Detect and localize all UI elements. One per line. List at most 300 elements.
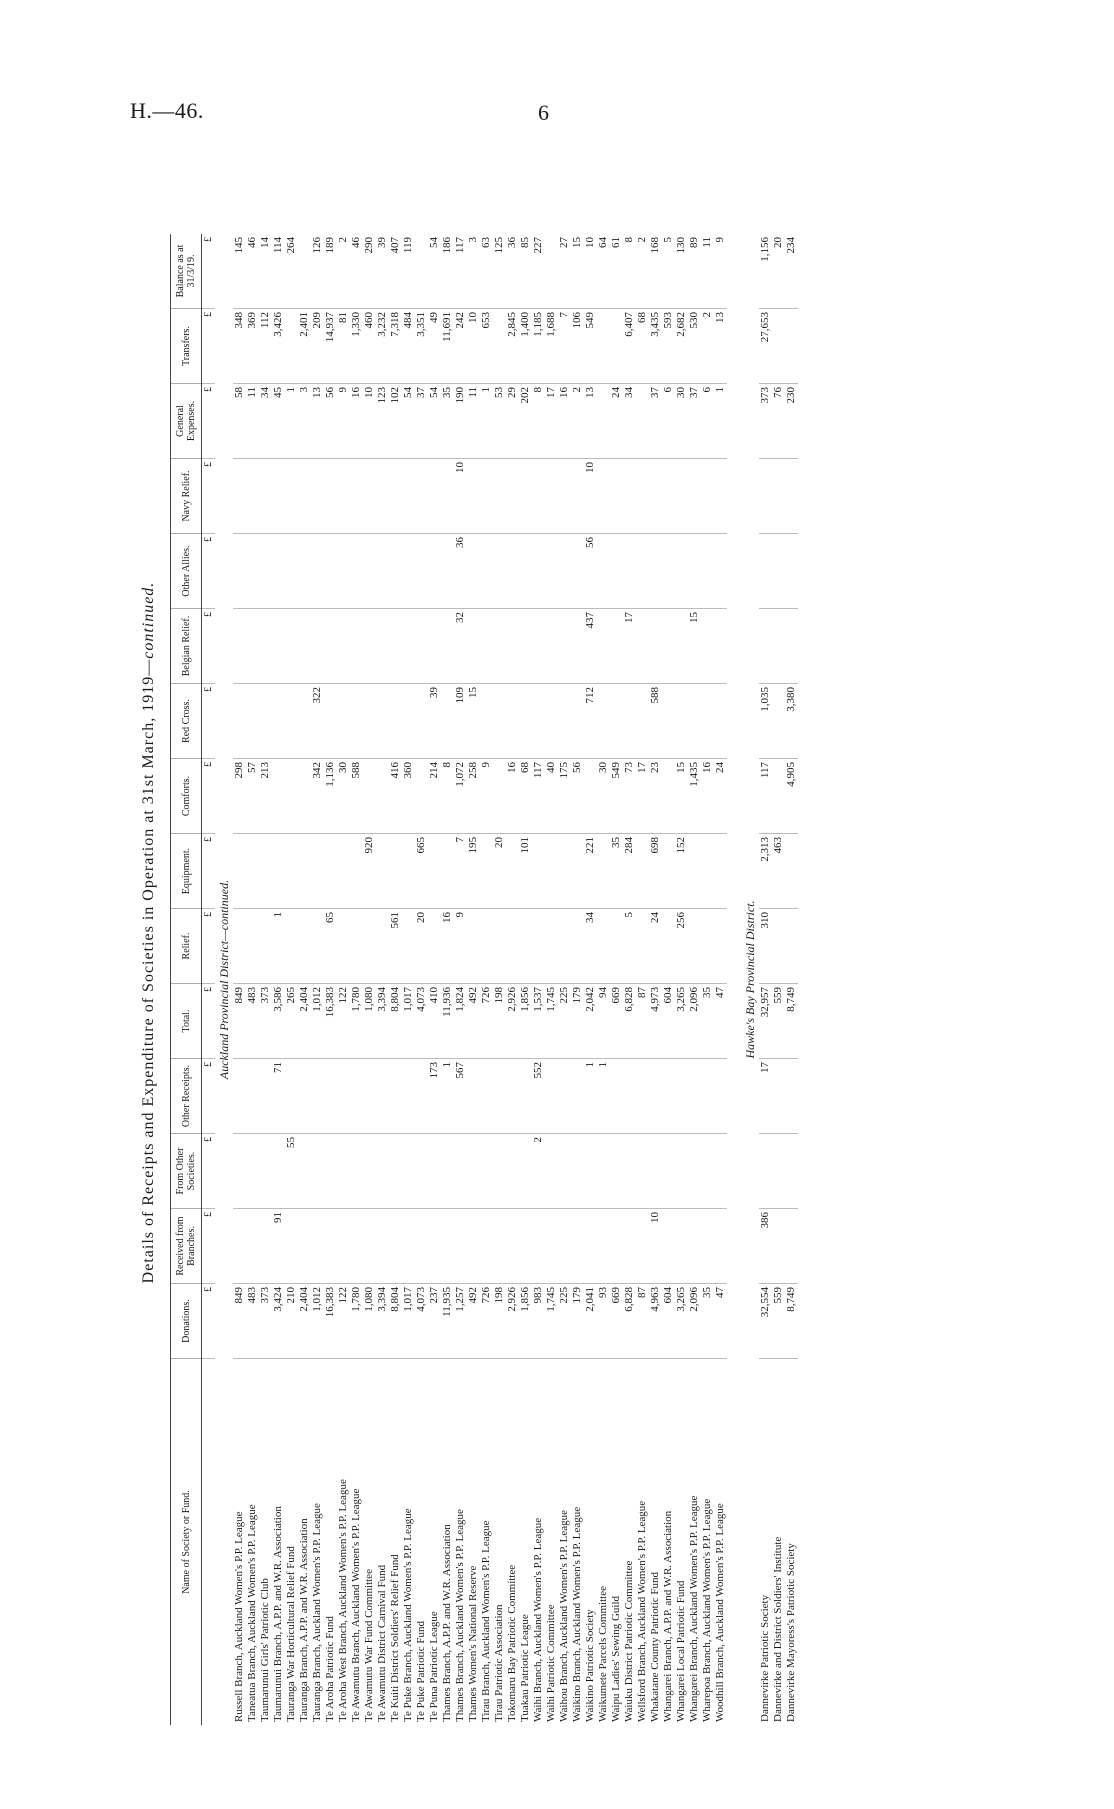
amount-cell <box>623 1059 636 1134</box>
society-name: Te Awamutu War Fund Committee <box>363 1569 375 1722</box>
table-row <box>772 234 785 1725</box>
amount-cell: 492 <box>467 984 480 1059</box>
amount-cell: 416 <box>389 759 402 834</box>
amount-cell: 726 <box>480 984 493 1059</box>
amount-cell <box>467 1134 480 1209</box>
amount-cell <box>772 459 785 534</box>
amount-cell: 11,691 <box>441 309 454 384</box>
amount-cell <box>415 234 428 309</box>
amount-cell <box>701 1059 714 1134</box>
amount-cell: 1,012 <box>311 1284 324 1359</box>
receipts-expenditure-table <box>170 234 798 1725</box>
society-name: Tauranga Branch, Auckland Women's P.P. League <box>311 1503 323 1722</box>
amount-cell <box>649 1134 662 1209</box>
amount-cell <box>402 684 415 759</box>
amount-cell: 34 <box>259 384 272 459</box>
amount-cell: 186 <box>441 234 454 309</box>
society-name: Waihou Branch, Auckland Women's P.P. League <box>558 1509 570 1722</box>
amount-cell <box>363 1059 376 1134</box>
amount-cell <box>506 609 519 684</box>
amount-cell: 32,957 <box>759 984 772 1059</box>
amount-cell <box>311 609 324 684</box>
unit-cell: £ <box>202 1284 216 1359</box>
unit-cell: £ <box>202 759 216 834</box>
amount-cell <box>558 1134 571 1209</box>
amount-cell <box>714 1209 727 1284</box>
amount-cell: 1,156 <box>759 234 772 309</box>
amount-cell <box>688 684 701 759</box>
amount-cell: 15 <box>571 234 584 309</box>
amount-cell <box>519 459 532 534</box>
table-row <box>428 234 441 1725</box>
amount-cell: 17 <box>545 384 558 459</box>
amount-cell <box>688 909 701 984</box>
amount-cell: 27,653 <box>759 309 772 384</box>
amount-cell <box>233 1209 246 1284</box>
column-header: Balance as at 31/3/19. <box>171 234 202 309</box>
amount-cell <box>714 909 727 984</box>
amount-cell <box>298 759 311 834</box>
society-name: Thames Branch, Auckland Women's P.P. League <box>454 1509 466 1722</box>
amount-cell: 225 <box>558 984 571 1059</box>
amount-cell <box>571 609 584 684</box>
amount-cell <box>389 534 402 609</box>
column-header: Received from Branches. <box>171 1209 202 1284</box>
amount-cell: 17 <box>759 1059 772 1134</box>
amount-cell <box>785 1059 798 1134</box>
amount-cell <box>519 1134 532 1209</box>
amount-cell <box>324 459 337 534</box>
amount-cell <box>701 1209 714 1284</box>
amount-cell <box>532 684 545 759</box>
amount-cell <box>246 459 259 534</box>
society-name: Taneatua Branch, Auckland Women's P.P. League <box>246 1504 258 1722</box>
amount-cell: 8,804 <box>389 984 402 1059</box>
page-number: 6 <box>538 100 549 125</box>
table-head <box>171 234 202 1725</box>
amount-cell <box>324 834 337 909</box>
amount-cell: 221 <box>584 834 597 909</box>
amount-cell <box>714 1134 727 1209</box>
society-name: Taumarunui Branch, A.P.P. and W.R. Association <box>272 1506 284 1722</box>
amount-cell <box>246 1134 259 1209</box>
amount-cell: 30 <box>337 759 350 834</box>
amount-cell <box>311 1059 324 1134</box>
amount-cell: 46 <box>350 234 363 309</box>
amount-cell <box>272 684 285 759</box>
society-name: Whangarei Local Patriotic Fund <box>675 1580 687 1722</box>
amount-cell <box>714 684 727 759</box>
amount-cell <box>337 1134 350 1209</box>
amount-cell <box>376 1134 389 1209</box>
amount-cell <box>506 834 519 909</box>
unit-cell: £ <box>202 684 216 759</box>
society-name: Waihi Branch, Auckland Women's P.P. League <box>532 1517 544 1722</box>
amount-cell <box>701 609 714 684</box>
amount-cell <box>376 459 389 534</box>
table-row <box>233 234 246 1725</box>
amount-cell <box>415 1209 428 1284</box>
amount-cell: 849 <box>233 1284 246 1359</box>
amount-cell: 6,828 <box>623 984 636 1059</box>
table-row <box>415 234 428 1725</box>
amount-cell <box>441 1209 454 1284</box>
amount-cell: 214 <box>428 759 441 834</box>
amount-cell <box>298 834 311 909</box>
amount-cell: 1,017 <box>402 1284 415 1359</box>
amount-cell: 3,426 <box>272 309 285 384</box>
amount-cell <box>688 1209 701 1284</box>
unit-cell: £ <box>202 384 216 459</box>
society-name: Te Kuiti District Soldiers' Relief Fund <box>389 1554 401 1722</box>
amount-cell <box>363 609 376 684</box>
amount-cell: 10 <box>584 459 597 534</box>
amount-cell <box>350 1134 363 1209</box>
society-name: Te Aroha Patriotic Fund <box>324 1616 336 1722</box>
unit-blank <box>202 1359 216 1726</box>
amount-cell: 24 <box>649 909 662 984</box>
amount-cell: 290 <box>363 234 376 309</box>
table-row <box>675 234 688 1725</box>
table-row <box>493 234 506 1725</box>
amount-cell: 11 <box>701 234 714 309</box>
amount-cell: 407 <box>389 234 402 309</box>
amount-cell <box>272 834 285 909</box>
amount-cell <box>662 1209 675 1284</box>
amount-cell: 10 <box>584 234 597 309</box>
table-row <box>610 234 623 1725</box>
amount-cell: 68 <box>636 309 649 384</box>
amount-cell <box>402 459 415 534</box>
amount-cell: 35 <box>701 1284 714 1359</box>
amount-cell <box>772 684 785 759</box>
amount-cell: 2 <box>337 234 350 309</box>
amount-cell: 373 <box>759 384 772 459</box>
amount-cell <box>636 834 649 909</box>
amount-cell: 5 <box>662 234 675 309</box>
amount-cell <box>506 534 519 609</box>
amount-cell <box>785 1209 798 1284</box>
society-name: Thames Women's National Reserve <box>467 1565 479 1722</box>
amount-cell <box>311 459 324 534</box>
amount-cell <box>759 534 772 609</box>
amount-cell <box>376 759 389 834</box>
amount-cell <box>285 609 298 684</box>
amount-cell <box>337 609 350 684</box>
amount-cell <box>233 834 246 909</box>
amount-cell <box>428 534 441 609</box>
amount-cell: 47 <box>714 1284 727 1359</box>
amount-cell: 23 <box>649 759 662 834</box>
amount-cell <box>714 609 727 684</box>
table-row <box>759 234 772 1725</box>
amount-cell <box>636 609 649 684</box>
amount-cell <box>772 909 785 984</box>
amount-cell <box>584 759 597 834</box>
amount-cell: 3 <box>467 234 480 309</box>
amount-cell <box>233 609 246 684</box>
amount-cell: 8,749 <box>785 1284 798 1359</box>
amount-cell <box>545 684 558 759</box>
amount-cell: 373 <box>259 984 272 1059</box>
amount-cell: 10 <box>467 309 480 384</box>
table-row <box>337 234 350 1725</box>
amount-cell: 2,096 <box>688 1284 701 1359</box>
amount-cell <box>649 459 662 534</box>
amount-cell <box>246 1059 259 1134</box>
amount-cell <box>285 834 298 909</box>
amount-cell <box>772 759 785 834</box>
amount-cell: 24 <box>610 384 623 459</box>
amount-cell: 230 <box>785 384 798 459</box>
amount-cell: 125 <box>493 234 506 309</box>
amount-cell <box>467 459 480 534</box>
amount-cell: 53 <box>493 384 506 459</box>
amount-cell: 1,856 <box>519 984 532 1059</box>
amount-cell: 173 <box>428 1059 441 1134</box>
amount-cell: 17 <box>636 759 649 834</box>
amount-cell: 4,963 <box>649 1284 662 1359</box>
amount-cell <box>610 1209 623 1284</box>
amount-cell: 698 <box>649 834 662 909</box>
table-row <box>545 234 558 1725</box>
amount-cell: 256 <box>675 909 688 984</box>
table-row <box>571 234 584 1725</box>
amount-cell <box>649 609 662 684</box>
amount-cell <box>285 459 298 534</box>
amount-cell: 6,828 <box>623 1284 636 1359</box>
amount-cell <box>246 1209 259 1284</box>
amount-cell <box>675 1209 688 1284</box>
amount-cell: 16 <box>350 384 363 459</box>
amount-cell <box>350 1059 363 1134</box>
amount-cell <box>714 1059 727 1134</box>
amount-cell: 15 <box>688 609 701 684</box>
amount-cell: 348 <box>233 309 246 384</box>
amount-cell: 54 <box>428 384 441 459</box>
amount-cell <box>350 909 363 984</box>
amount-cell: 437 <box>584 609 597 684</box>
amount-cell <box>519 1059 532 1134</box>
amount-cell: 9 <box>714 234 727 309</box>
amount-cell: 2 <box>636 234 649 309</box>
amount-cell: 7 <box>454 834 467 909</box>
amount-cell: 45 <box>272 384 285 459</box>
amount-cell <box>285 684 298 759</box>
amount-cell <box>545 834 558 909</box>
amount-cell <box>597 909 610 984</box>
amount-cell <box>701 1134 714 1209</box>
amount-cell <box>454 1209 467 1284</box>
amount-cell: 1,072 <box>454 759 467 834</box>
amount-cell: 1,780 <box>350 984 363 1059</box>
amount-cell <box>701 834 714 909</box>
society-name: Waipu Ladies' Sewing Guild <box>610 1595 622 1722</box>
amount-cell: 2,926 <box>506 984 519 1059</box>
amount-cell <box>558 834 571 909</box>
table-row <box>662 234 675 1725</box>
amount-cell <box>714 834 727 909</box>
table-row <box>259 234 272 1725</box>
amount-cell: 237 <box>428 1284 441 1359</box>
amount-cell <box>246 534 259 609</box>
amount-cell <box>558 609 571 684</box>
amount-cell <box>545 1134 558 1209</box>
amount-cell <box>363 759 376 834</box>
amount-cell: 342 <box>311 759 324 834</box>
amount-cell <box>772 534 785 609</box>
amount-cell: 1 <box>441 1059 454 1134</box>
amount-cell: 63 <box>480 234 493 309</box>
amount-cell <box>519 684 532 759</box>
amount-cell: 106 <box>571 309 584 384</box>
amount-cell <box>402 534 415 609</box>
amount-cell <box>545 459 558 534</box>
amount-cell <box>480 1059 493 1134</box>
table-row <box>311 234 324 1725</box>
amount-cell: 588 <box>649 684 662 759</box>
amount-cell <box>363 684 376 759</box>
society-name: Te Puke Branch, Auckland Women's P.P. League <box>402 1508 414 1722</box>
amount-cell <box>558 684 571 759</box>
column-header: Navy Relief. <box>171 459 202 534</box>
amount-cell <box>259 684 272 759</box>
amount-cell <box>772 309 785 384</box>
amount-cell <box>662 609 675 684</box>
amount-cell <box>233 1134 246 1209</box>
table-row <box>785 234 798 1725</box>
amount-cell <box>558 909 571 984</box>
amount-cell <box>337 1059 350 1134</box>
amount-cell <box>402 834 415 909</box>
amount-cell <box>454 1134 467 1209</box>
amount-cell <box>363 909 376 984</box>
amount-cell: 11 <box>467 384 480 459</box>
unit-cell: £ <box>202 309 216 384</box>
amount-cell <box>324 684 337 759</box>
amount-cell <box>532 834 545 909</box>
column-header: Name of Society or Fund. <box>171 1359 202 1726</box>
amount-cell <box>272 534 285 609</box>
society-name: Te Aroha West Branch, Auckland Women's P.P. League <box>337 1479 349 1722</box>
amount-cell <box>233 534 246 609</box>
amount-cell <box>662 1134 675 1209</box>
amount-cell: 8,804 <box>389 1284 402 1359</box>
amount-cell: 1 <box>714 384 727 459</box>
amount-cell <box>298 534 311 609</box>
amount-cell: 2,041 <box>584 1284 597 1359</box>
amount-cell: 567 <box>454 1059 467 1134</box>
amount-cell <box>480 909 493 984</box>
amount-cell: 91 <box>272 1209 285 1284</box>
amount-cell: 1,745 <box>545 1284 558 1359</box>
amount-cell: 36 <box>506 234 519 309</box>
amount-cell: 322 <box>311 684 324 759</box>
amount-cell <box>662 534 675 609</box>
amount-cell <box>259 1209 272 1284</box>
amount-cell: 3,265 <box>675 1284 688 1359</box>
amount-cell: 89 <box>688 234 701 309</box>
amount-cell <box>415 759 428 834</box>
amount-cell: 14,937 <box>324 309 337 384</box>
table-row <box>246 234 259 1725</box>
amount-cell <box>415 534 428 609</box>
amount-cell <box>272 459 285 534</box>
amount-cell: 225 <box>558 1284 571 1359</box>
amount-cell: 484 <box>402 309 415 384</box>
amount-cell <box>675 534 688 609</box>
amount-cell <box>402 909 415 984</box>
amount-cell <box>233 1059 246 1134</box>
amount-cell <box>389 1059 402 1134</box>
table-title-main: Details of Receipts and Expenditure of Societies in Operation at 31st March, 1919— <box>140 658 157 1284</box>
amount-cell: 264 <box>285 234 298 309</box>
amount-cell <box>610 909 623 984</box>
rotated-table-block <box>140 140 940 1725</box>
amount-cell <box>610 1059 623 1134</box>
column-header: General Expenses. <box>171 384 202 459</box>
table-row <box>467 234 480 1725</box>
amount-cell <box>545 909 558 984</box>
amount-cell <box>337 834 350 909</box>
amount-cell: 11,936 <box>441 984 454 1059</box>
amount-cell: 15 <box>675 759 688 834</box>
society-name: Wellsford Branch, Auckland Women's P.P. League <box>636 1500 648 1722</box>
amount-cell <box>298 684 311 759</box>
society-name: Taumarunui Girls' Patriotic Club <box>259 1578 271 1722</box>
amount-cell: 85 <box>519 234 532 309</box>
amount-cell: 56 <box>584 534 597 609</box>
society-name: Dannevirke Patriotic Society <box>759 1594 771 1722</box>
amount-cell: 112 <box>259 309 272 384</box>
amount-cell: 37 <box>688 384 701 459</box>
amount-cell <box>493 759 506 834</box>
amount-cell <box>337 534 350 609</box>
amount-cell <box>532 534 545 609</box>
amount-cell: 1 <box>480 384 493 459</box>
amount-cell: 56 <box>324 384 337 459</box>
amount-cell: 13 <box>584 384 597 459</box>
column-header: Transfers. <box>171 309 202 384</box>
amount-cell: 227 <box>532 234 545 309</box>
amount-cell <box>623 459 636 534</box>
amount-cell: 179 <box>571 1284 584 1359</box>
table-title <box>140 140 158 1725</box>
amount-cell <box>259 534 272 609</box>
amount-cell <box>389 609 402 684</box>
header-row <box>171 234 202 1725</box>
amount-cell <box>493 684 506 759</box>
amount-cell <box>623 1134 636 1209</box>
amount-cell: 665 <box>415 834 428 909</box>
amount-cell <box>402 1134 415 1209</box>
amount-cell <box>597 534 610 609</box>
amount-cell: 726 <box>480 1284 493 1359</box>
amount-cell <box>545 234 558 309</box>
table-row <box>285 234 298 1725</box>
amount-cell <box>259 909 272 984</box>
amount-cell <box>246 609 259 684</box>
amount-cell <box>402 1209 415 1284</box>
amount-cell: 604 <box>662 1284 675 1359</box>
amount-cell: 49 <box>428 309 441 384</box>
amount-cell <box>772 1059 785 1134</box>
amount-cell: 3,380 <box>785 684 798 759</box>
amount-cell <box>259 459 272 534</box>
amount-cell: 102 <box>389 384 402 459</box>
unit-cell: £ <box>202 1059 216 1134</box>
amount-cell <box>246 684 259 759</box>
